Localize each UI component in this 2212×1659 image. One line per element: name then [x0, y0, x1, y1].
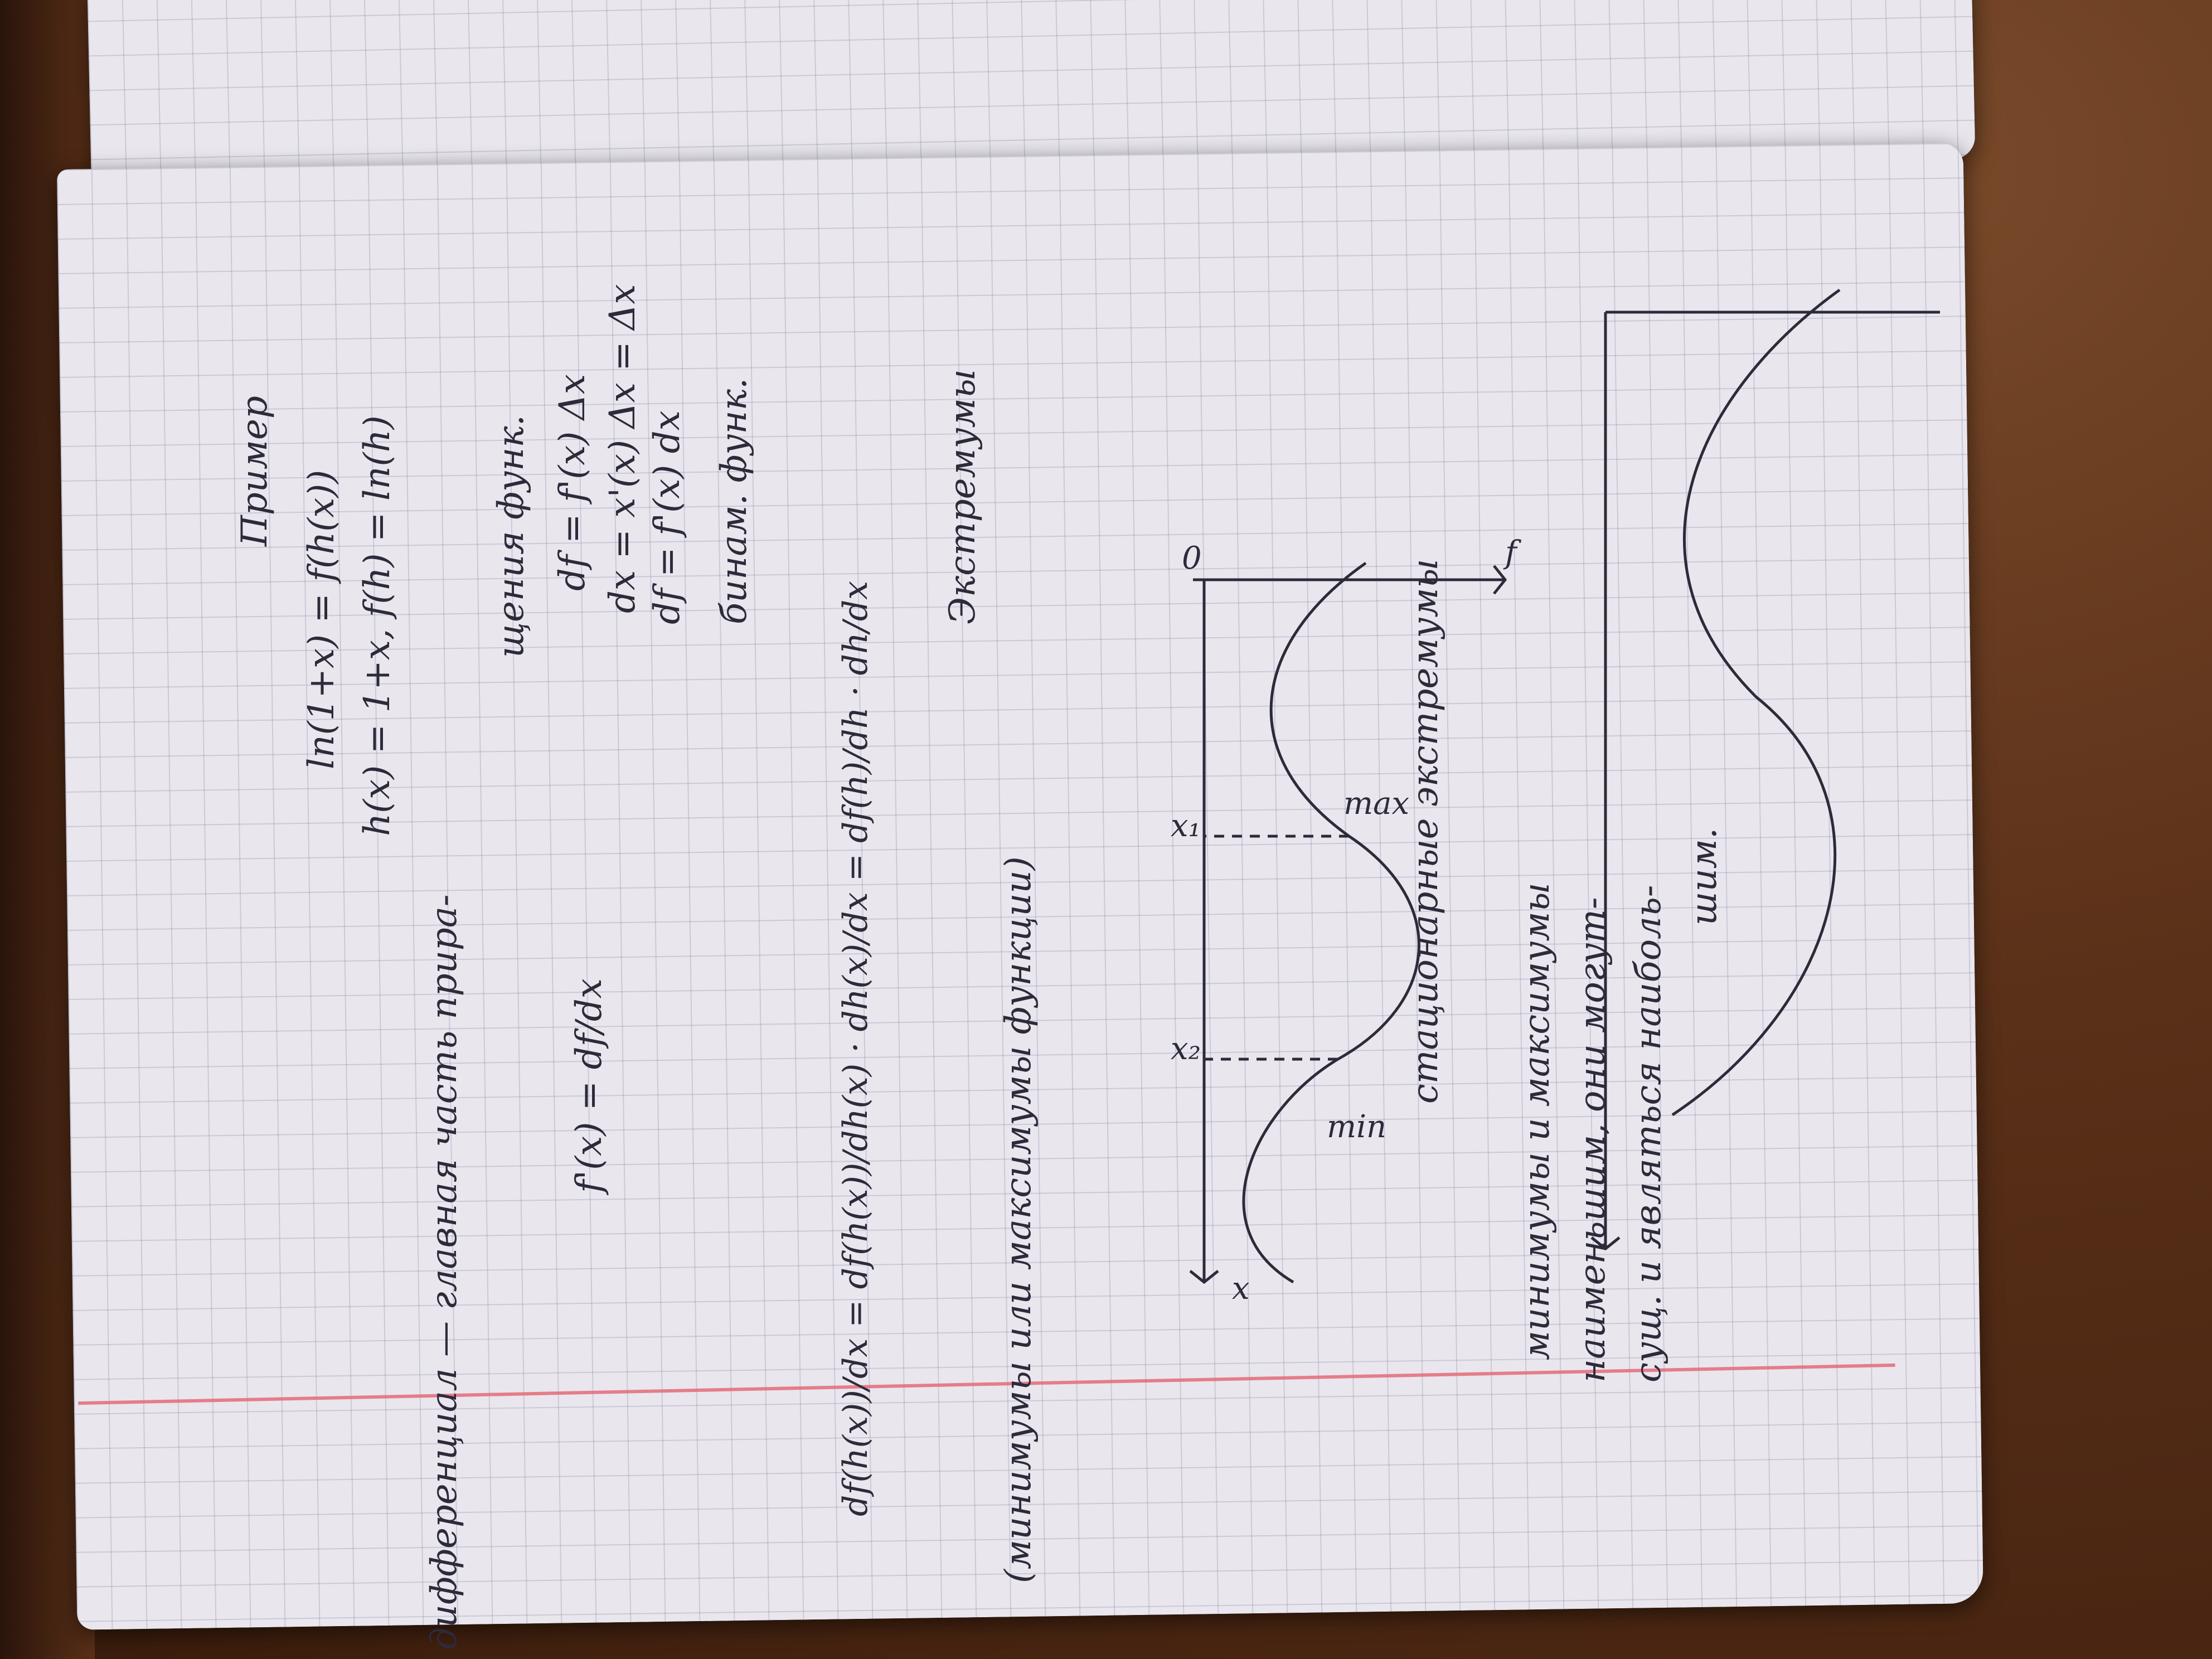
stationary-label: стационарные экстремумы	[1405, 559, 1446, 1104]
max-label: max	[1343, 785, 1410, 822]
note-line: минимумы и максимумы	[1516, 882, 1558, 1360]
min-label: min	[1327, 1109, 1387, 1145]
note-line: шим.	[1684, 827, 1725, 925]
note-line: dx = x'(x) Δx = Δx	[602, 284, 643, 613]
note-line: наименьшим, они могут-	[1572, 897, 1613, 1382]
x-label: x	[1232, 1270, 1250, 1307]
section-desc: (минимумы или максимумы функции)	[998, 856, 1039, 1583]
note-line: df = f'(x) Δx	[552, 374, 593, 591]
x2-label: x₂	[1171, 1031, 1201, 1067]
curve	[1244, 563, 1419, 1282]
y-label: f	[1505, 535, 1517, 571]
section-title: Экстремумы	[942, 369, 983, 624]
x1-label: x₁	[1171, 808, 1201, 844]
note-line: h(x) = 1+x, f(h) = ln(h)	[357, 415, 398, 836]
note-line: f'(x) = df/dx	[569, 978, 610, 1193]
curve-2	[1672, 290, 1840, 1115]
note-line: бинам. функ.	[714, 377, 755, 624]
note-line: дифференциал — главная часть прира-	[424, 894, 465, 1650]
formula: df(h(x))/dx = df(h(x))/dh(x) · dh(x)/dx = df(h)/dh · dh/dx	[836, 580, 875, 1516]
note-line: df = f'(x) dx	[647, 410, 688, 624]
heading: Пример	[234, 396, 275, 546]
stationary-graph	[1592, 290, 1940, 1249]
note-line: сущ. и являться наиболь-	[1628, 885, 1669, 1382]
note-line: ln(1+x) = f(h(x))	[301, 469, 342, 769]
note-line: щения функ.	[491, 415, 532, 658]
origin-label: 0	[1182, 540, 1202, 576]
max-min-graph	[1190, 563, 1505, 1282]
